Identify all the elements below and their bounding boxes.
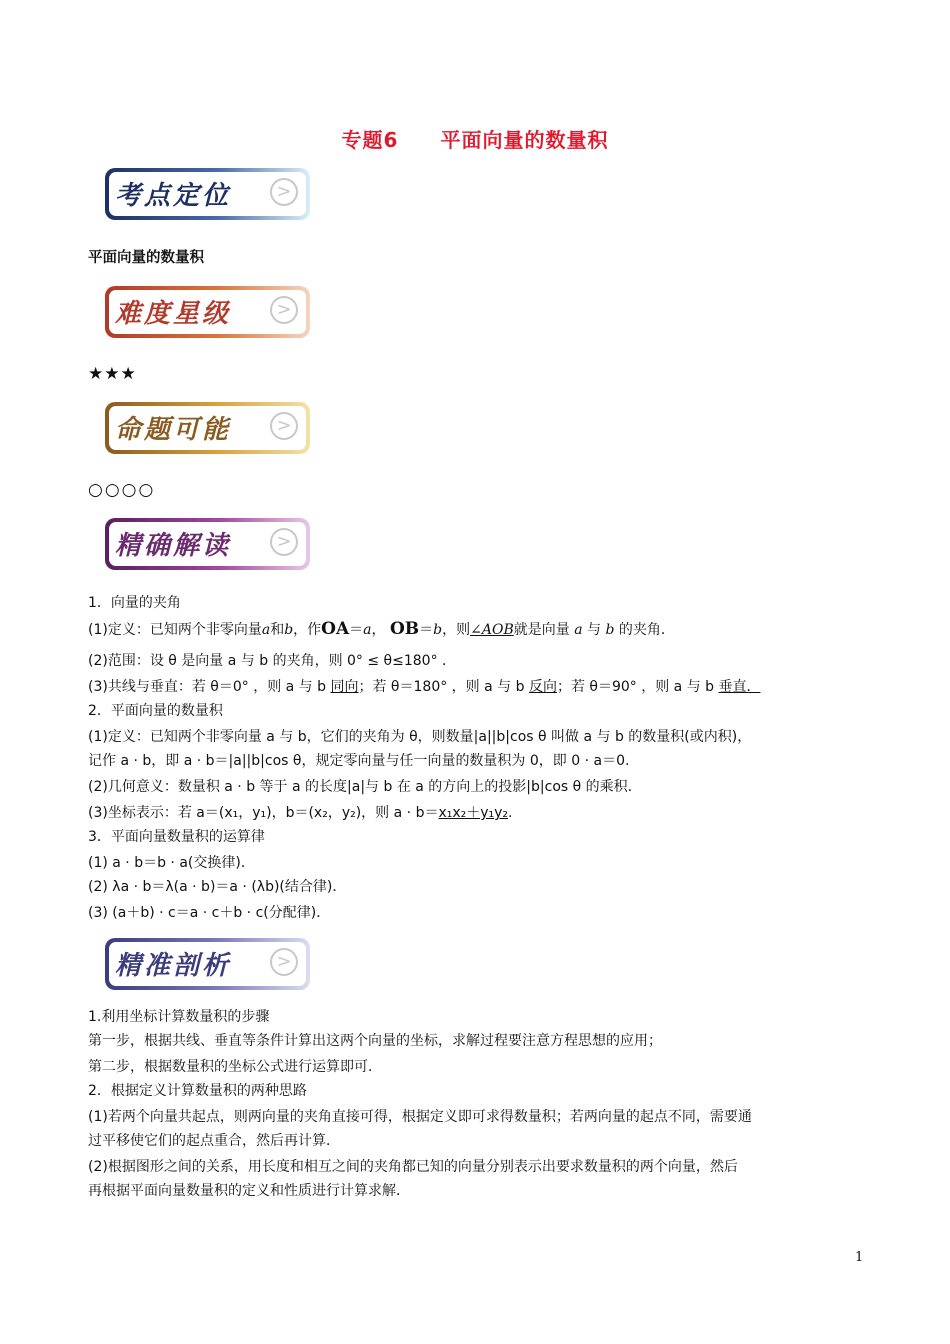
badge-jingque-label: 精确解读 <box>115 531 232 561</box>
sec1-heading: 1．向量的夹角 <box>88 595 181 611</box>
kaodian-text: 平面向量的数量积 <box>88 250 204 266</box>
chevron-right-icon: > <box>270 412 298 440</box>
sec4-line2: 第二步，根据数量积的坐标公式进行运算即可． <box>88 1059 382 1075</box>
sec4-line3: (1)若两个向量共起点，则两向量的夹角直接可得，根据定义即可求得数量积；若两向量的起点不同，需要通 <box>88 1109 752 1125</box>
badge-nandu-label: 难度星级 <box>115 299 232 329</box>
difficulty-stars: ★★★ <box>88 364 137 384</box>
page-title: 专题6 平面向量的数量积 <box>341 128 609 152</box>
chevron-right-icon: > <box>270 296 298 324</box>
badge-nandu <box>105 286 310 338</box>
chevron-right-icon: > <box>270 948 298 976</box>
sec3-line3: (3) (a＋b) · c＝a · c＋b · c(分配律)． <box>88 905 331 921</box>
sec3-line2: (2) λa · b＝λ(a · b)＝a · (λb)(结合律)． <box>88 879 347 895</box>
badge-kaodian <box>105 168 310 220</box>
badge-jingzhun <box>105 938 310 990</box>
badge-jingque <box>105 518 310 570</box>
sec4-heading: 1.利用坐标计算数量积的步骤 <box>88 1009 270 1025</box>
sec4-line4b: 再根据平面向量数量积的定义和性质进行计算求解． <box>88 1183 410 1199</box>
sec4-line4: (2)根据图形之间的关系，用长度和相互之间的夹角都已知的向量分别表示出要求数量积的两个向量，然后 <box>88 1159 738 1175</box>
sec2-line1b: 记作 a · b，即 a · b＝|a||b|cos θ，规定零向量与任一向量的数量积为 0，即 0 · a＝0. <box>88 753 630 769</box>
sec2-line2: (2)几何意义：数量积 a · b 等于 a 的长度|a|与 b 在 a 的方向上的投影|b|cos θ 的乘积. <box>88 779 633 795</box>
sec4-line3b: 过平移使它们的起点重合，然后再计算． <box>88 1133 340 1149</box>
badge-mingti-label: 命题可能 <box>115 415 232 445</box>
sec1-line3: (3)共线与垂直：若 θ＝0° ，则 a 与 b 同向；若 θ＝180° ，则 a 与 b 反向；若 θ＝90° ，则 a 与 b 垂直． <box>88 679 761 695</box>
sec2-heading: 2．平面向量的数量积 <box>88 703 223 719</box>
badge-jingzhun-label: 精准剖析 <box>115 951 232 981</box>
sec4-line1: 第一步，根据共线、垂直等条件计算出这两个向量的坐标，求解过程要注意方程思想的应用； <box>88 1033 662 1049</box>
sec3-heading: 3．平面向量数量积的运算律 <box>88 829 265 845</box>
probability-circles: ○○○○ <box>88 480 156 500</box>
chevron-right-icon: > <box>270 528 298 556</box>
sec4-heading2: 2．根据定义计算数量积的两种思路 <box>88 1083 307 1099</box>
sec2-line1: (1)定义：已知两个非零向量 a 与 b，它们的夹角为 θ，则数量|a||b|cos θ 叫做 a 与 b 的数量积(或内积)， <box>88 729 752 745</box>
sec1-line2: (2)范围：设 θ 是向量 a 与 b 的夹角，则 0° ≤ θ≤180° ． <box>88 653 457 669</box>
sec3-line1: (1) a · b＝b · a(交换律)． <box>88 855 255 871</box>
page-number: 1 <box>855 1250 864 1265</box>
badge-kaodian-label: 考点定位 <box>115 181 232 211</box>
badge-mingti <box>105 402 310 454</box>
sec2-line3: (3)坐标表示：若 a＝(x₁，y₁)，b＝(x₂，y₂)，则 a · b＝x₁x₂＋y₁y₂. <box>88 805 513 821</box>
sec1-line1: (1)定义：已知两个非零向量a和b，作OA＝a， OB＝b，则∠AOB就是向量 a 与 b 的夹角． <box>88 619 675 639</box>
chevron-right-icon: > <box>270 178 298 206</box>
